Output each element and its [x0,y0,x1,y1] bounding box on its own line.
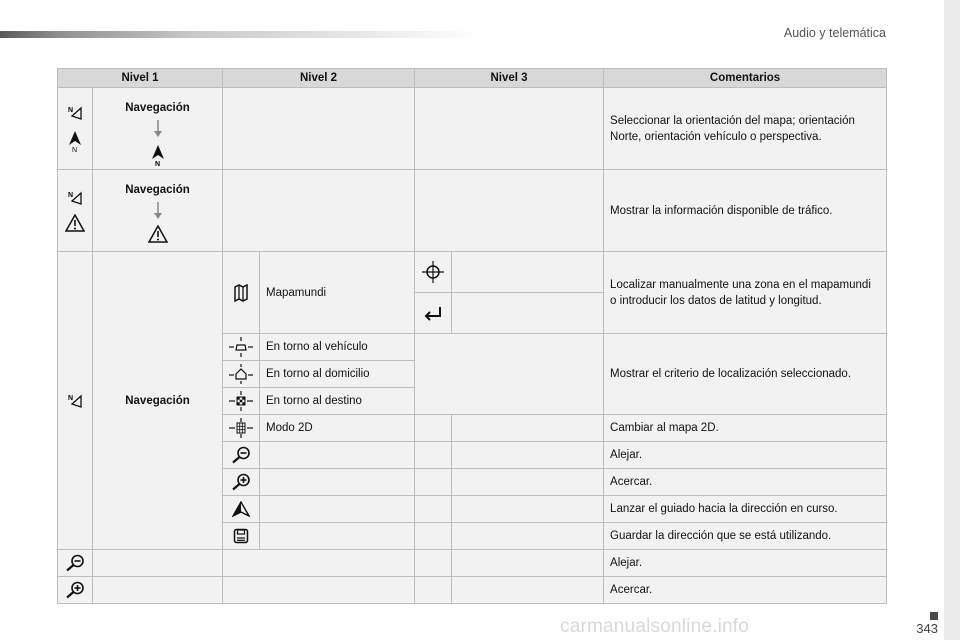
table-row [58,577,887,604]
header-gradient-bar [0,31,480,38]
north-letter: N [154,161,160,167]
table-cell [260,523,415,550]
zoom-in-icon [231,473,251,491]
table-cell [223,170,415,252]
level2-label: En torno al destino [260,388,415,415]
table-cell [452,293,604,334]
col-header-level3: Nivel 3 [415,69,604,88]
page-side-strip [944,0,960,640]
table-cell [58,252,93,550]
table-cell [452,496,604,523]
comment-cell: Mostrar la información disponible de tráfico. [604,170,887,252]
comment-cell: Alejar. [604,442,887,469]
level2-label: En torno al vehículo [260,334,415,361]
table-cell [223,388,260,415]
level2-label: Mapamundi [260,252,415,334]
zoom-in-icon [65,581,85,599]
table-cell [415,442,452,469]
table-cell [223,442,260,469]
table-cell [58,550,93,577]
down-arrow-icon [153,120,163,138]
col-header-level2: Nivel 2 [223,69,415,88]
table-header-row [58,69,887,88]
table-cell [452,550,604,577]
table-cell [260,496,415,523]
warning-triangle-icon [148,225,168,243]
table-cell [58,170,93,252]
col-header-level1: Nivel 1 [58,69,223,88]
north-arrow-icon [67,129,83,153]
svg-text:N: N [68,394,74,402]
table-cell [415,252,452,293]
comment-cell: Guardar la dirección que se está utilizando. [604,523,887,550]
table-cell [58,88,93,170]
compass-north-icon [67,105,83,121]
table-cell [58,577,93,604]
table-cell [452,469,604,496]
table-cell [415,523,452,550]
table-cell [223,88,415,170]
table-cell [93,88,223,170]
page-marker [930,612,938,620]
comment-cell: Seleccionar la orientación del mapa; orientación Norte, orientación vehículo o perspectiva. [604,88,887,170]
compass-north-icon [67,393,83,409]
table-cell [93,170,223,252]
table-cell [415,293,452,334]
level2-label: Modo 2D [260,415,415,442]
table-cell [223,550,415,577]
zoom-out-icon [65,554,85,572]
comment-cell: Lanzar el guiado hacia la dirección en curso. [604,496,887,523]
table-cell [223,361,260,388]
table-cell [415,469,452,496]
level1-label: Navegación [125,102,190,114]
level1-label: Navegación [93,252,223,550]
zoom-out-icon [231,446,251,464]
table-cell [93,550,223,577]
svg-text:N: N [68,106,74,114]
table-row [58,88,887,170]
north-arrow-icon [150,143,166,167]
section-title: Audio y telemática [783,26,886,40]
compass-north-icon [67,190,83,206]
vehicle-location-icon [229,337,253,357]
table-cell [223,523,260,550]
table-cell [415,415,452,442]
col-header-comments: Comentarios [604,69,887,88]
table-cell [260,442,415,469]
grid-2d-icon [229,418,253,438]
save-floppy-icon [233,528,249,544]
table-cell [223,415,260,442]
level2-label: En torno al domicilio [260,361,415,388]
table-cell [452,252,604,293]
comment-cell: Mostrar el criterio de localización seleccionado. [604,334,887,415]
comment-cell: Localizar manualmente una zona en el mapamundi o introducir los datos de latitud y longitud. [604,252,887,334]
down-arrow-icon [153,202,163,220]
comment-cell: Acercar. [604,577,887,604]
table-cell [452,415,604,442]
table-cell [223,577,415,604]
comment-cell: Acercar. [604,469,887,496]
table-cell [452,523,604,550]
enter-return-icon [423,305,443,321]
table-cell [223,469,260,496]
home-location-icon [229,364,253,384]
table-row [58,170,887,252]
comment-cell: Alejar. [604,550,887,577]
crosshair-target-icon [422,261,444,283]
warning-triangle-icon [65,214,85,232]
svg-text:N: N [72,146,78,153]
map-icon [233,284,249,302]
table-cell [93,577,223,604]
destination-flag-icon [229,391,253,411]
table-cell [260,469,415,496]
table-row [58,550,887,577]
footer-watermark: carmanualsonline.info [560,616,750,637]
table-cell [223,496,260,523]
table-cell [415,496,452,523]
page-number: 343 [916,621,938,636]
level1-label: Navegación [125,184,190,196]
table-cell [223,252,260,334]
table-cell [415,170,604,252]
table-cell [223,334,260,361]
navigation-arrow-icon [232,501,250,517]
menu-table [57,68,887,604]
table-cell [452,577,604,604]
comment-cell: Cambiar al mapa 2D. [604,415,887,442]
svg-text:N: N [68,191,74,199]
table-cell [415,550,452,577]
table-cell [415,334,604,415]
table-cell [452,442,604,469]
table-cell [415,577,452,604]
table-row [58,252,887,293]
table-cell [415,88,604,170]
